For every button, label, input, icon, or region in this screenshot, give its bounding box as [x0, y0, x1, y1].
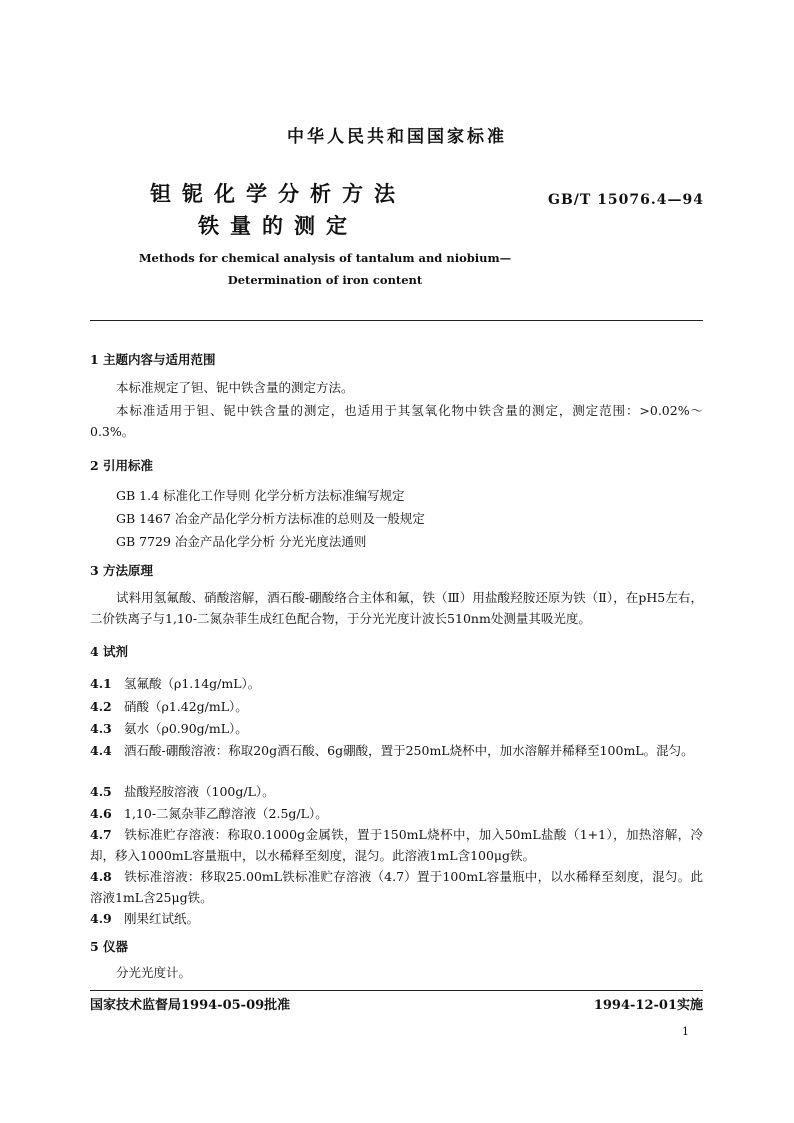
implementation-date: 1994-12-01实施 — [593, 998, 703, 1013]
reagent-item — [90, 719, 248, 737]
reagent-text: 盐酸羟胺溶液（100g/L）。 — [124, 784, 275, 799]
section-1-paragraph-1: 本标准规定了钽、铌中铁含量的测定方法。 — [116, 380, 354, 395]
reagent-item — [90, 697, 248, 715]
reagent-text: 铁标准贮存溶液：称取0.1000g金属铁，置于150mL烧杯中，加入50mL盐酸（1+1），加热溶解，冷却，移入1000mL容量瓶中，以水稀释至刻度，混匀。此溶液1mL含100μg铁。 — [90, 827, 703, 863]
section-5-paragraph: 分光光度计。 — [116, 965, 192, 980]
reagent-number: 4.8 — [90, 869, 112, 884]
standard-number: GB/T 15076.4—94 — [548, 192, 704, 208]
reagent-number: 4.5 — [90, 784, 112, 799]
english-title-line-1: Methods for chemical analysis of tantalum and niobium— — [138, 251, 512, 265]
approval-date: 国家技术监督局1994-05-09批准 — [90, 998, 291, 1013]
reference-item: GB 1467 冶金产品化学分析方法标准的总则及一般规定 — [116, 511, 425, 526]
reagent-item — [90, 804, 328, 822]
header-divider — [90, 320, 703, 321]
section-4-heading: 4 试剂 — [90, 644, 129, 659]
reagent-number: 4.3 — [90, 721, 112, 736]
reagent-number: 4.4 — [90, 743, 112, 758]
reagent-text: 氢氟酸（ρ1.14g/mL）。 — [124, 676, 261, 691]
reagent-item — [90, 866, 703, 908]
reagent-number: 4.7 — [90, 827, 112, 842]
reagent-item — [90, 824, 703, 866]
section-5-heading: 5 仪器 — [90, 939, 129, 954]
reagent-number: 4.9 — [90, 911, 112, 926]
reagent-item — [90, 740, 703, 761]
section-1-paragraph-2: 本标准适用于钽、铌中铁含量的测定，也适用于其氢氧化物中铁含量的测定，测定范围：>0.02%～0.3%。 — [90, 403, 703, 439]
english-title-line-2: Determination of iron content — [227, 273, 423, 287]
reagent-text: 1,10-二氮杂菲乙醇溶液（2.5g/L）。 — [124, 806, 328, 821]
section-2-heading: 2 引用标准 — [90, 458, 154, 473]
document-title-line-1: 钽铌化学分析方法 — [150, 181, 406, 206]
reagent-item — [90, 674, 260, 692]
reagent-text: 铁标准溶液：移取25.00mL铁标准贮存溶液（4.7）置于100mL容量瓶中，以水稀释至刻度，混匀。此溶液1mL含25μg铁。 — [90, 869, 703, 905]
reagent-number: 4.2 — [90, 699, 112, 714]
reagent-text: 氨水（ρ0.90g/mL）。 — [124, 721, 248, 736]
reagent-number: 4.1 — [90, 676, 112, 691]
footer-divider — [90, 990, 703, 991]
reference-item: GB 7729 冶金产品化学分析 分光光度法通则 — [116, 534, 367, 549]
reagent-text: 刚果红试纸。 — [124, 911, 200, 926]
reagent-item — [90, 909, 199, 927]
reagent-item — [90, 782, 275, 800]
section-1-heading: 1 主题内容与适用范围 — [90, 352, 216, 367]
issuing-body-title: 中华人民共和国国家标准 — [287, 127, 507, 147]
section-3-heading: 3 方法原理 — [90, 563, 154, 578]
reagent-text: 硝酸（ρ1.42g/mL）。 — [124, 699, 248, 714]
reagent-number: 4.6 — [90, 806, 112, 821]
document-title-line-2: 铁量的测定 — [198, 213, 358, 238]
reference-item: GB 1.4 标准化工作导则 化学分析方法标准编写规定 — [116, 488, 405, 503]
section-3-paragraph: 试料用氢氟酸、硝酸溶解，酒石酸-硼酸络合主体和氟，铁（Ⅲ）用盐酸羟胺还原为铁（Ⅱ），在pH5左右，二价铁离子与1,10-二氮杂菲生成红色配合物，于分光光度计波长510nm处测量其吸光度。 — [90, 590, 703, 626]
reagent-text: 酒石酸-硼酸溶液：称取20g酒石酸、6g硼酸，置于250mL烧杯中，加水溶解并稀释至100mL。混匀。 — [124, 743, 694, 758]
page-number: 1 — [682, 1025, 689, 1038]
